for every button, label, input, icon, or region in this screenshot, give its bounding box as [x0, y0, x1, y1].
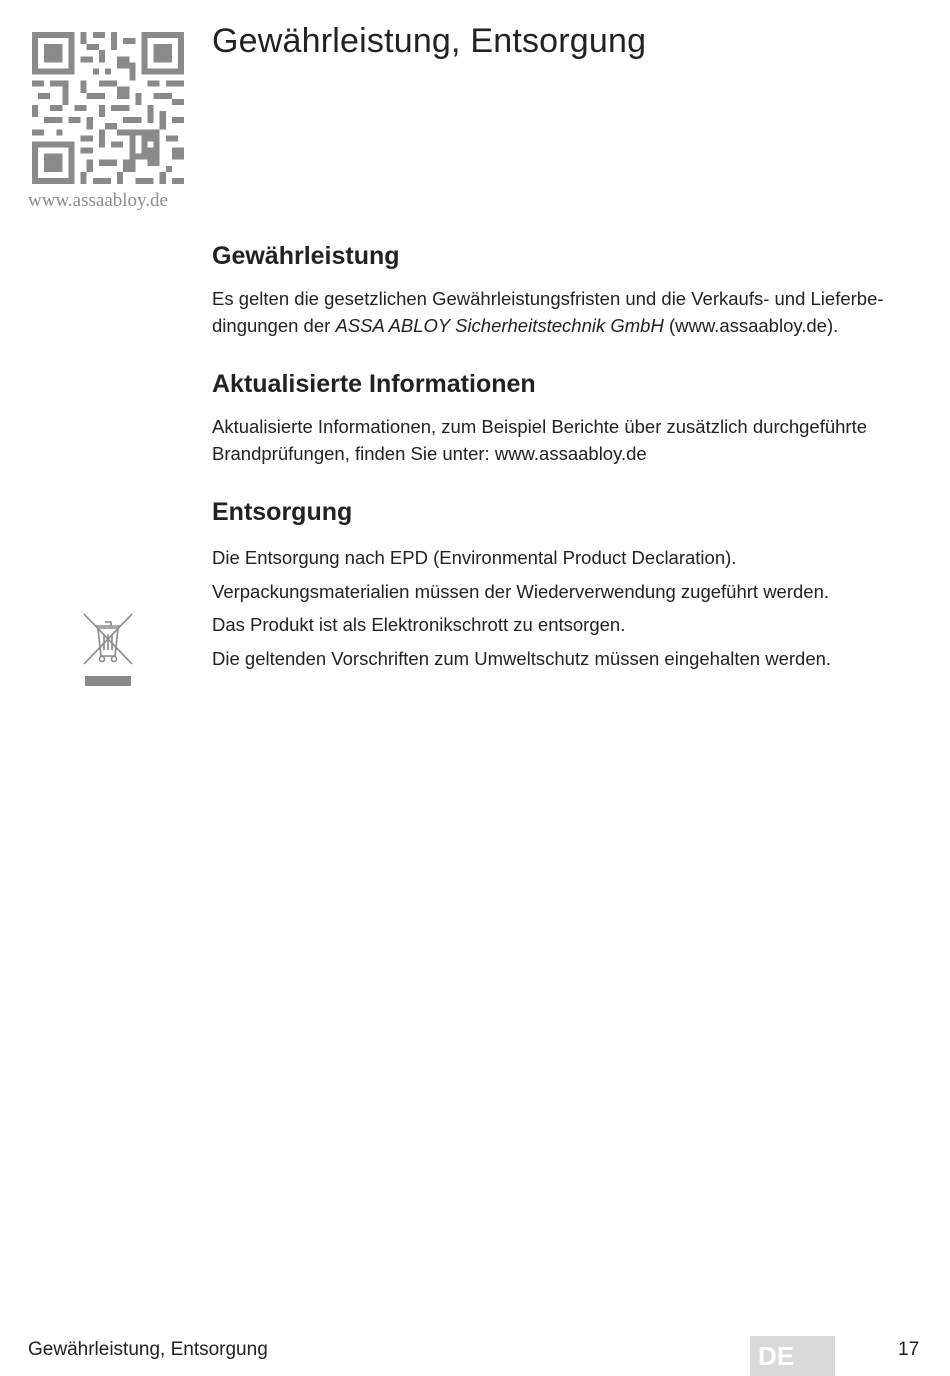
- page-number: 17: [898, 1339, 920, 1360]
- warranty-text: [212, 285, 922, 339]
- weee-crossed-bin-icon: [80, 610, 136, 690]
- updates-text: Aktualisierte Informationen, zum Beispiel Berichte über zusätzlich durchgeführte Brandprüfungen, finden Sie unter: www.assaabloy.de: [212, 416, 868, 464]
- qr-url-caption: www.assaabloy.de: [28, 190, 168, 211]
- language-badge: DE: [750, 1336, 835, 1376]
- warranty-heading: Gewährleistung: [212, 242, 400, 270]
- warranty-text-after: (www.assaabloy.de).: [663, 315, 839, 336]
- updates-heading: Aktualisierte Informationen: [212, 370, 536, 398]
- disposal-heading: Entsorgung: [212, 498, 353, 526]
- page-title: Gewährleistung, Entsorgung: [212, 22, 647, 60]
- section-updates: [212, 370, 922, 467]
- disposal-list: [212, 541, 922, 675]
- section-warranty: [212, 242, 922, 339]
- warranty-text-before: Es gelten die gesetzlichen Gewährleistungsfristen und die Verkaufs- und Lieferbe-dingungen der: [212, 288, 884, 336]
- disposal-item: Die Entsorgung nach EPD (Environmental Product Declaration).: [212, 547, 737, 568]
- disposal-item: Das Produkt ist als Elektronikschrott zu entsorgen.: [212, 614, 626, 635]
- disposal-item: Verpackungsmaterialien müssen der Wiederverwendung zugeführt werden.: [212, 580, 830, 602]
- qr-code-graphic: [32, 32, 184, 184]
- section-disposal: [212, 498, 922, 675]
- disposal-item: Die geltenden Vorschriften zum Umweltschutz müssen eingehalten werden.: [212, 647, 832, 669]
- footer-title: Gewährleistung, Entsorgung: [28, 1339, 268, 1360]
- weee-icon-graphic: [80, 610, 136, 690]
- qr-code: [32, 32, 184, 184]
- warranty-company: ASSA ABLOY Sicherheitstechnik GmbH: [335, 315, 664, 336]
